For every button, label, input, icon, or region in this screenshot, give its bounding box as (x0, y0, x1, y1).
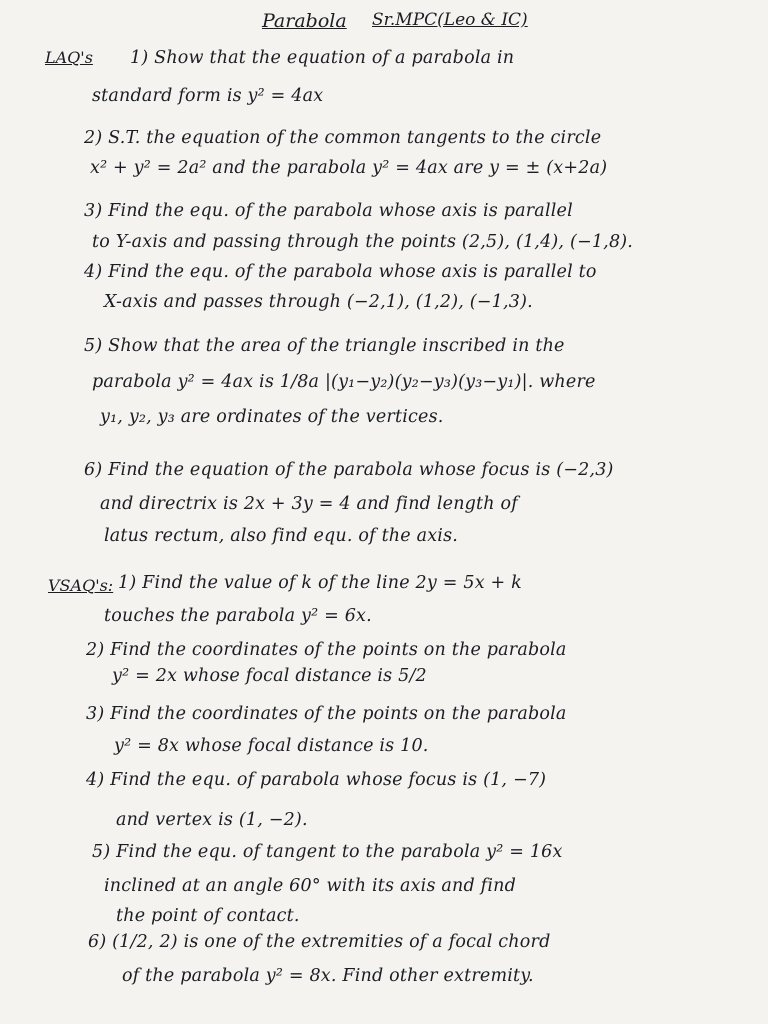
laq-label: LAQ's (45, 48, 93, 67)
vsaq-line: 3) Find the coordinates of the points on the parabola (86, 704, 567, 724)
vsaq-line: inclined at an angle 60° with its axis and find (104, 876, 517, 896)
vsaq-line: y² = 2x whose focal distance is 5/2 (112, 666, 427, 686)
vsaq-line: y² = 8x whose focal distance is 10. (114, 736, 429, 756)
vsaq-line: touches the parabola y² = 6x. (104, 606, 372, 626)
vsaq-line: the point of contact. (116, 906, 300, 926)
header (0, 10, 768, 34)
laq-line: to Y-axis and passing through the points (2,5), (1,4), (−1,8). (92, 232, 634, 252)
vsaq-line: 5) Find the equ. of tangent to the parabola y² = 16x (92, 842, 563, 862)
laq-line: x² + y² = 2a² and the parabola y² = 4ax are y = ± (x+2a) (90, 158, 608, 178)
laq-line: 1) Show that the equation of a parabola in (130, 48, 515, 68)
laq-line: latus rectum, also find equ. of the axis. (104, 526, 459, 546)
vsaq-line: 4) Find the equ. of parabola whose focus is (1, −7) (86, 770, 547, 790)
laq-line: standard form is y² = 4ax (92, 86, 324, 106)
vsaq-line: of the parabola y² = 8x. Find other extremity. (122, 966, 534, 986)
vsaq-line: 6) (1/2, 2) is one of the extremities of a focal chord (88, 932, 551, 952)
laq-line: parabola y² = 4ax is 1/8a |(y₁−y₂)(y₂−y₃)(y₃−y₁)|. where (92, 372, 596, 392)
page-title: Parabola (262, 10, 347, 32)
vsaq-line: and vertex is (1, −2). (116, 810, 308, 830)
laq-line: 4) Find the equ. of the parabola whose axis is parallel to (84, 262, 597, 282)
vsaq-line: 2) Find the coordinates of the points on the parabola (86, 640, 567, 660)
laq-line: 2) S.T. the equation of the common tangents to the circle (84, 128, 602, 148)
laq-line: 3) Find the equ. of the parabola whose axis is parallel (84, 201, 573, 221)
vsaq-line: 1) Find the value of k of the line 2y = 5x + k (118, 573, 522, 593)
laq-line: 6) Find the equation of the parabola whose focus is (−2,3) (84, 460, 614, 480)
page-subtitle: Sr.MPC(Leo & IC) (372, 10, 528, 30)
laq-line: X-axis and passes through (−2,1), (1,2), (−1,3). (104, 292, 533, 312)
laq-line: 5) Show that the area of the triangle inscribed in the (84, 336, 565, 356)
laq-line: y₁, y₂, y₃ are ordinates of the vertices. (100, 407, 444, 427)
vsaq-label: VSAQ's: (48, 576, 114, 595)
laq-line: and directrix is 2x + 3y = 4 and find length of (100, 494, 518, 514)
